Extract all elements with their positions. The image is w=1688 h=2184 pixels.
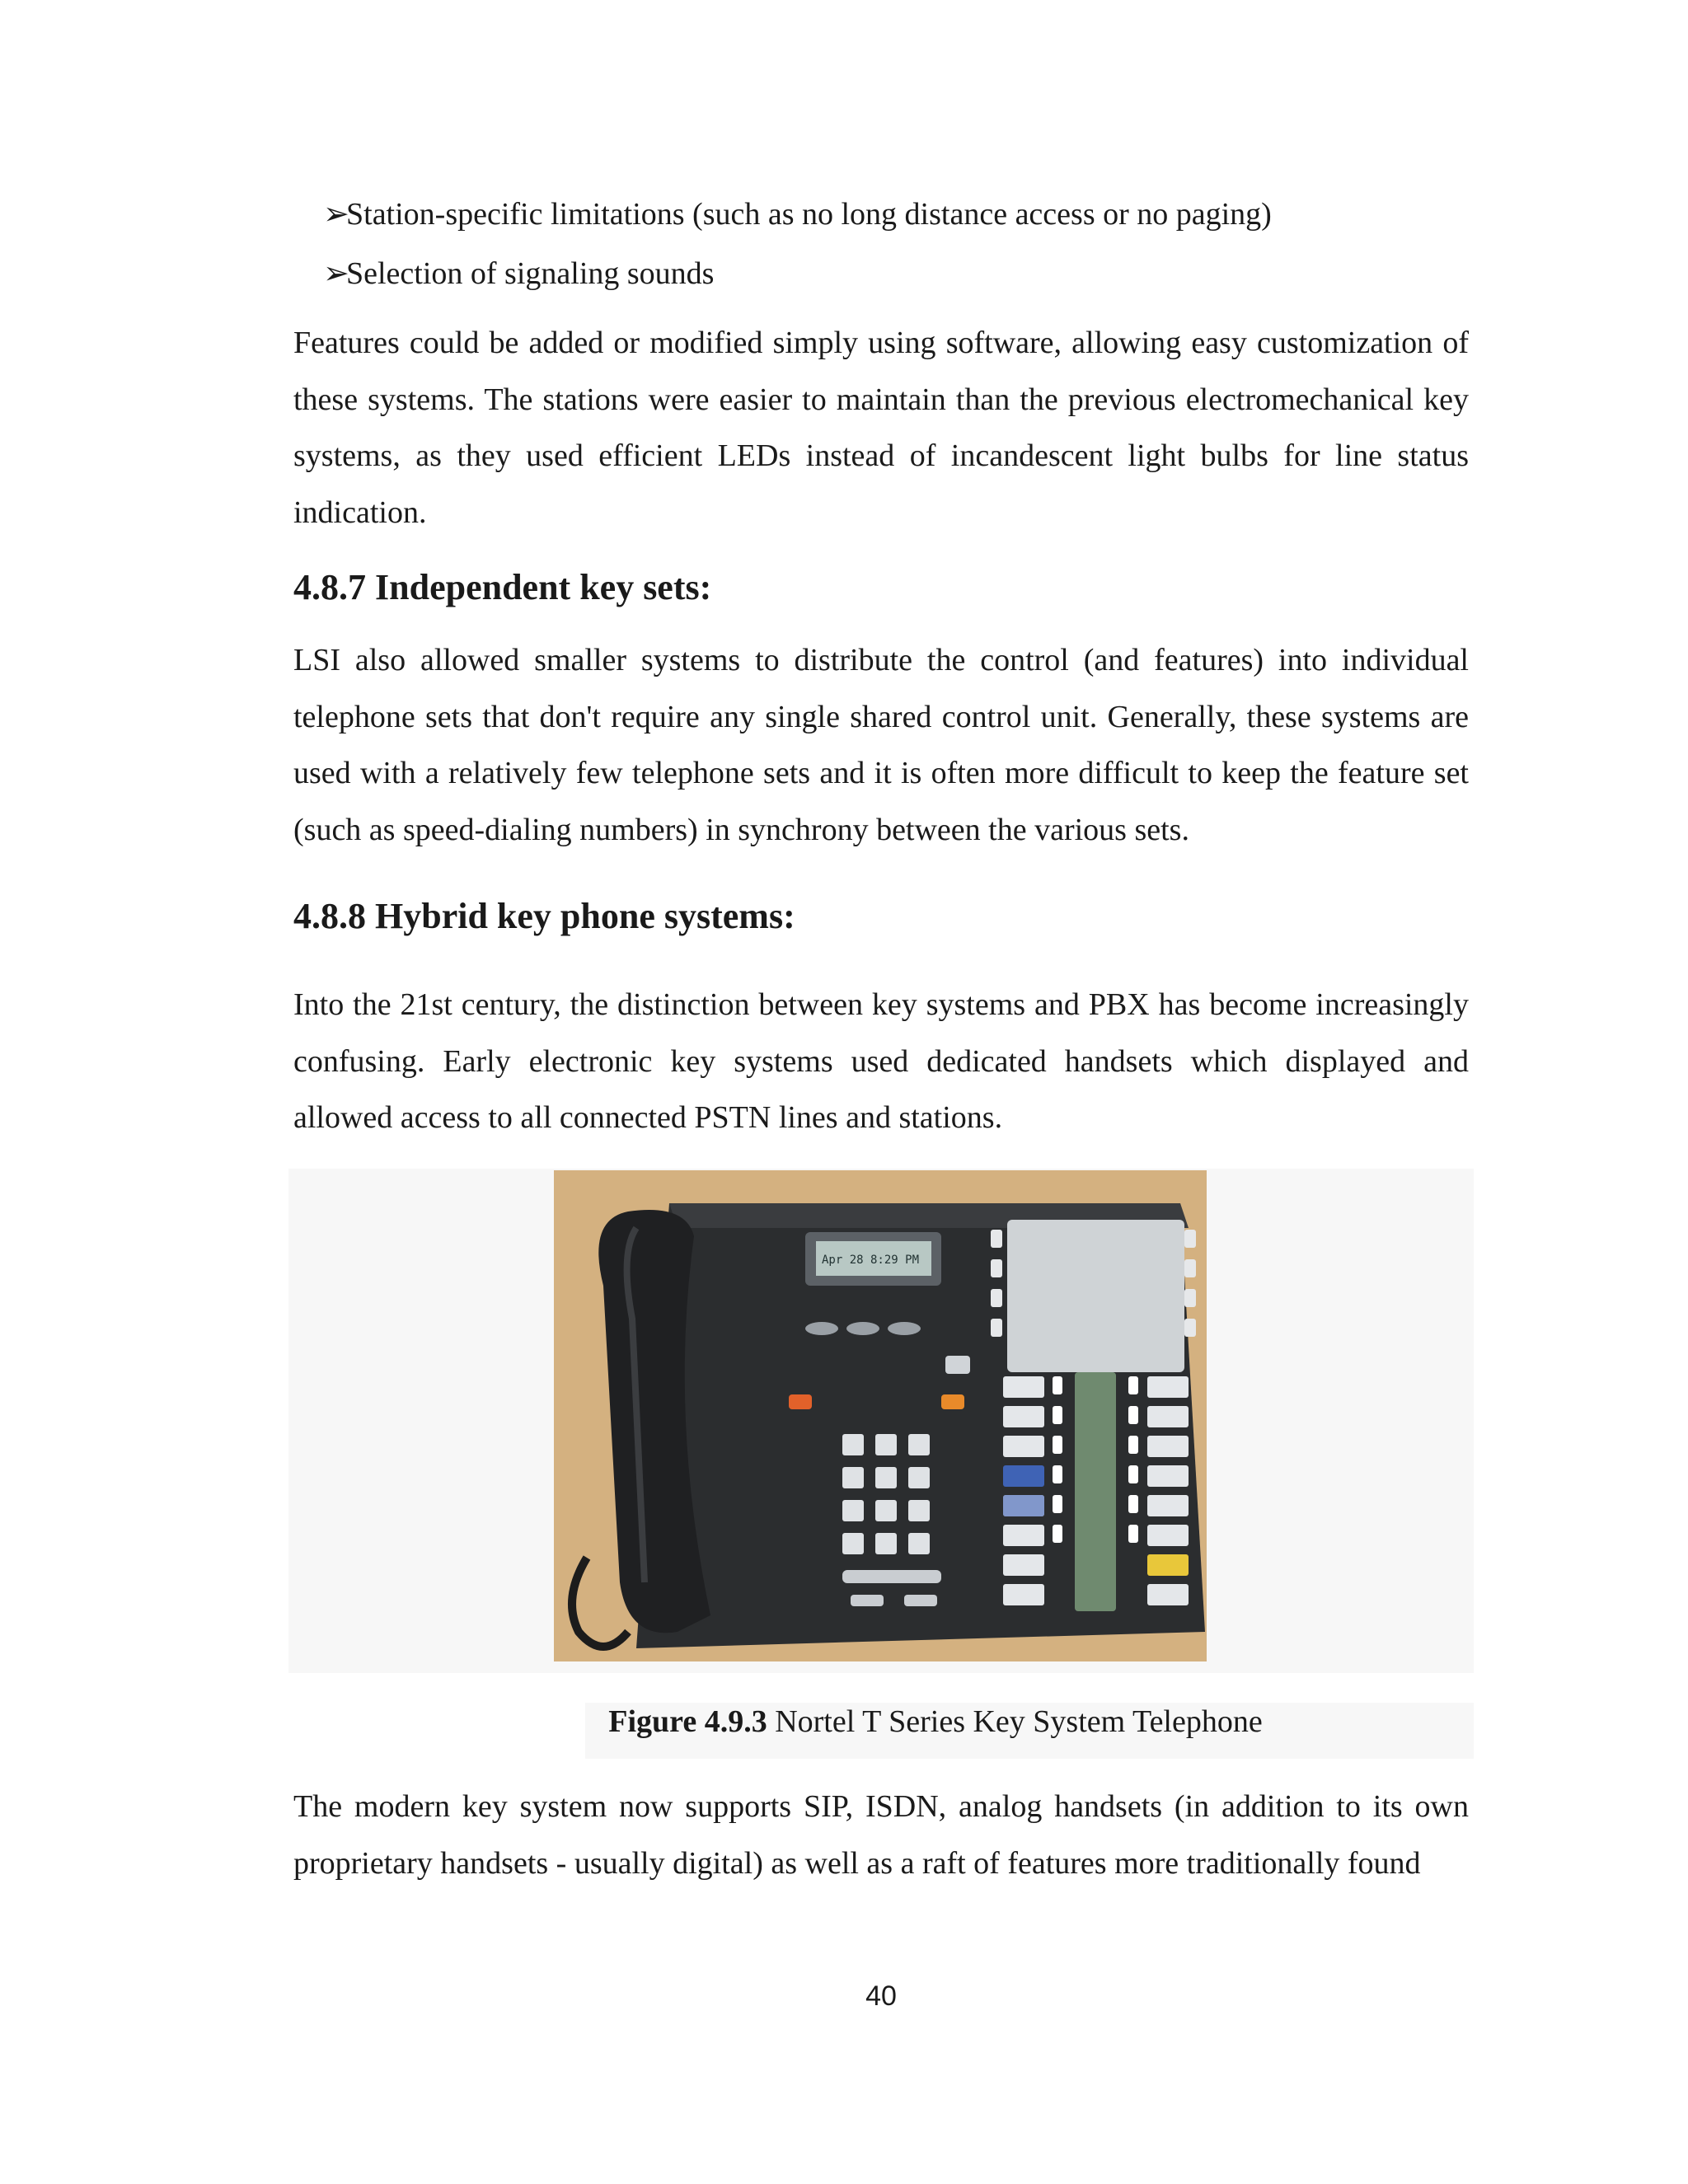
paragraph: Features could be added or modified simply using software, allowing easy customization of these systems. The stations were easier to maintain than the previous electromechanical key systems, as they used efficient LEDs instead of incandescent light bulbs for line status indication. [293,326,1469,530]
section-heading: 4.8.7 Independent key sets: [293,567,712,607]
page-number: 40 [865,1980,897,2012]
arrow-bullet-icon: ➢ [323,197,349,232]
paragraph: LSI also allowed smaller systems to distribute the control (and features) into individual telephone sets that don't require any single shared control unit. Generally, these systems are used with a relatively few telephone sets and it is often more difficult to keep the feature set (such as speed-dialing numbers) in synchrony between the various sets. [293,643,1469,847]
bullet-item [323,253,715,294]
figure-caption [0,1699,1688,1744]
paragraph: Into the 21st century, the distinction between key systems and PBX has become increasingly confusing. Early electronic key systems used dedicated handsets which displayed and allowed access to all connected PSTN lines and stations. [293,987,1469,1135]
section-heading: 4.8.8 Hybrid key phone systems: [293,896,795,936]
figure-caption-text: Nortel T Series Key System Telephone [775,1704,1263,1739]
bullet-text: Station-specific limitations (such as no long distance access or no paging) [346,197,1272,232]
bullet-text: Selection of signaling sounds [346,256,715,291]
display-text: Apr 28 8:29 PM [822,1254,920,1267]
arrow-bullet-icon: ➢ [323,256,349,291]
figure-label: Figure 4.9.3 [608,1704,767,1739]
bullet-item [323,194,1272,235]
telephone-photo [554,1170,1207,1661]
paragraph: The modern key system now supports SIP, ISDN, analog handsets (in addition to its own proprietary handsets - usually digital) as well as a raft of features more traditionally found [293,1789,1469,1881]
